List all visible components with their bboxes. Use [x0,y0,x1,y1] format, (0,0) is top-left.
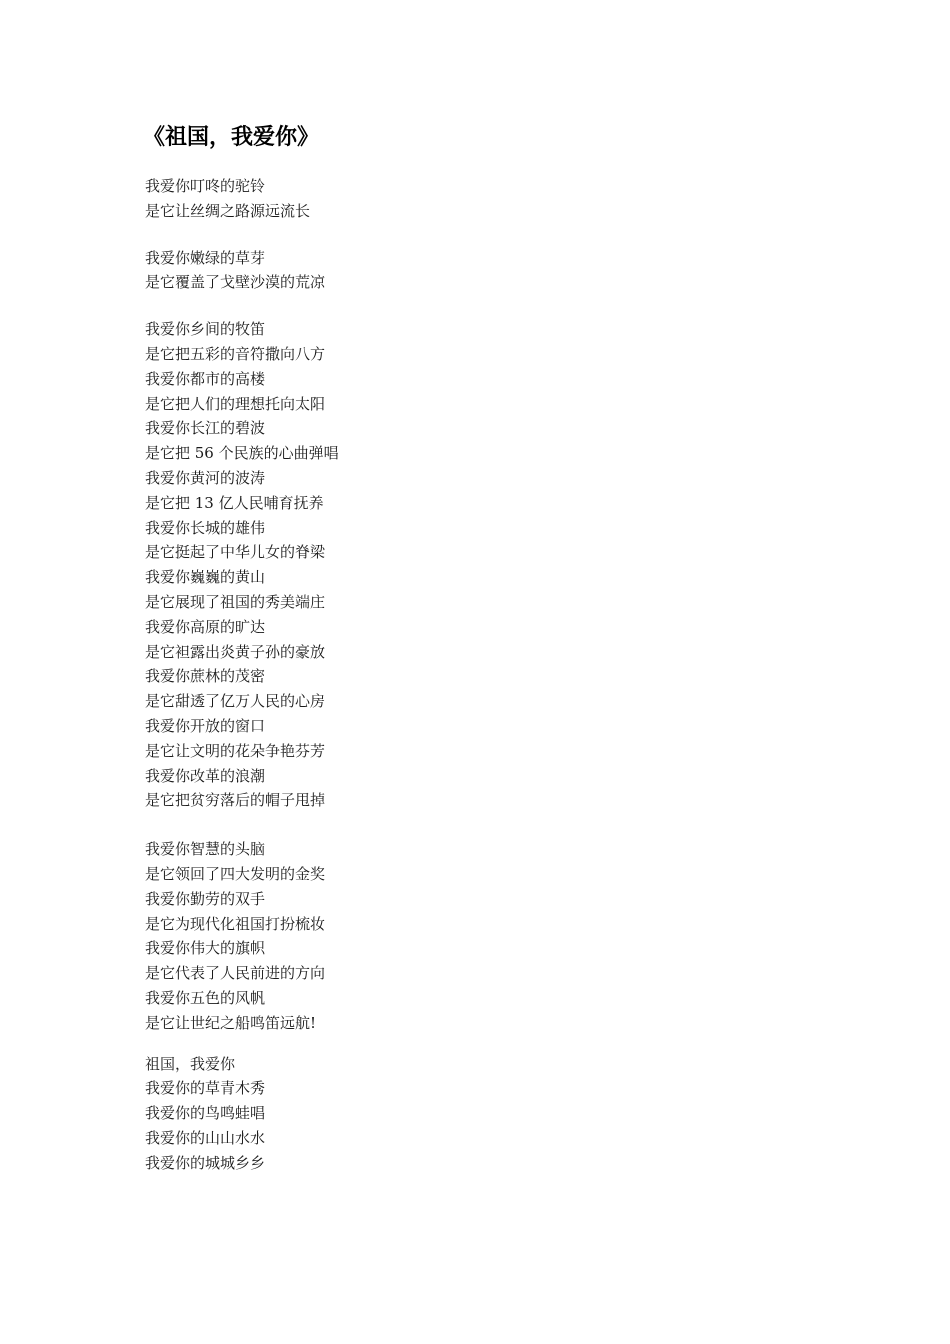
poem-line: 是它覆盖了戈壁沙漠的荒凉 [145,273,326,292]
poem-line: 我爱你乡间的牧笛 [145,320,266,339]
poem-line: 是它袒露出炎黄子孙的豪放 [145,642,326,661]
poem-line: 我爱你五色的风帆 [145,988,266,1007]
poem-line: 我爱你巍巍的黄山 [145,568,266,587]
poem-line: 是它展现了祖国的秀美端庄 [145,592,326,611]
poem-line: 我爱你智慧的头脑 [145,840,266,859]
poem-line: 我爱你叮咚的驼铃 [145,177,266,195]
poem-title: 《祖国，我爱你》 [143,124,320,150]
poem-line: 我爱你高原的旷达 [145,617,266,636]
poem-line: 我爱你改革的浪潮 [145,766,266,785]
stanza-5 [145,1052,745,1176]
poem-line: 是它让文明的花朵争艳芬芳 [145,741,326,760]
poem-line: 是它代表了人民前进的方向 [145,964,326,983]
poem-line: 是它甜透了亿万人民的心房 [145,692,326,711]
poem-line: 祖国，我爱你 [145,1054,236,1073]
poem-line: 是它把 56 个民族的心曲弹唱 [145,444,339,463]
poem-line: 我爱你勤劳的双手 [145,889,266,908]
poem-line: 我爱你的草青木秀 [145,1079,266,1098]
poem-line: 是它让丝绸之路源远流长 [145,201,311,220]
stanza-1 [145,174,745,224]
stanza-2 [145,246,745,296]
poem-line: 是它挺起了中华儿女的脊梁 [145,543,326,562]
poem-line: 是它让世纪之船鸣笛远航! [145,1013,317,1032]
poem-line: 是它把人们的理想托向太阳 [145,394,326,413]
poem-line: 我爱你的山山水水 [145,1128,266,1147]
poem-line: 我爱你嫩绿的草芽 [145,248,266,267]
poem-line: 我爱你的城城乡乡 [145,1153,266,1172]
poem-line: 是它为现代化祖国打扮梳妆 [145,914,326,933]
poem-line: 我爱你的鸟鸣蛙唱 [145,1104,266,1123]
stanza-3 [145,317,745,813]
poem-line: 我爱你黄河的波涛 [145,468,266,487]
poem-line: 是它领回了四大发明的金奖 [145,864,326,883]
poem-line: 我爱你开放的窗口 [145,716,266,735]
poem-line: 是它把贫穷落后的帽子甩掉 [145,791,326,810]
poem-line: 我爱你蔗林的茂密 [145,667,266,686]
poem-line: 是它把 13 亿人民哺育抚养 [145,493,324,512]
poem-line: 我爱你长城的雄伟 [145,518,266,537]
poem-body [145,174,745,1175]
poem-line: 我爱你都市的高楼 [145,369,266,388]
poem-line: 我爱你长江的碧波 [145,419,266,438]
poem-line: 是它把五彩的音符撒向八方 [145,344,326,363]
poem-line: 我爱你伟大的旗帜 [145,939,266,958]
stanza-4 [145,837,745,1035]
